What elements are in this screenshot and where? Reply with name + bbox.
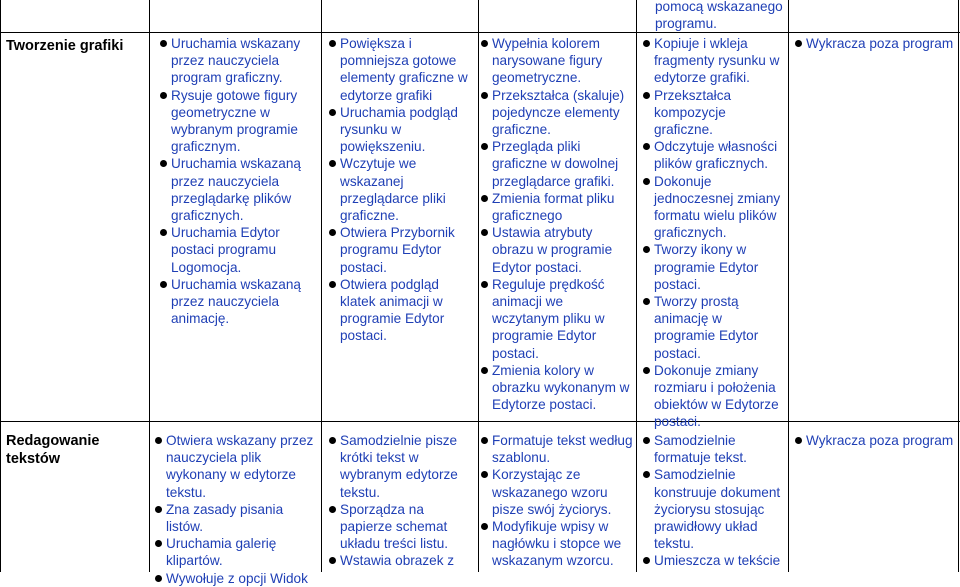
list-item: Zna zasady pisania listów. xyxy=(155,501,319,535)
list-item: Przekształca (skaluje) pojedyncze elementy graficzne. xyxy=(481,87,631,139)
row2-col1-cell xyxy=(155,432,319,587)
bullet-icon xyxy=(160,160,167,167)
list-item: Wczytuje we wskazanej przeglądarce pliki graficzne. xyxy=(329,155,469,224)
table-border-right xyxy=(958,0,959,572)
row2-col3-cell xyxy=(481,432,634,570)
row1-col5-cell xyxy=(795,35,957,52)
list-item: Przegląda pliki graficzne w dowolnej przeglądarce grafiki. xyxy=(481,138,631,190)
bullet-icon xyxy=(329,281,336,288)
row-divider-top xyxy=(0,32,960,33)
row1-col3-cell xyxy=(481,35,631,413)
bullet-icon xyxy=(329,506,336,513)
list-item: Rysuje gotowe figury geometryczne w wybranym programie graficznym. xyxy=(160,87,310,156)
bullet-icon xyxy=(481,143,488,150)
bullet-icon xyxy=(643,92,650,99)
column-divider-5 xyxy=(788,0,789,572)
list-item: Uruchamia wskazany przez nauczyciela program graficzny. xyxy=(160,35,310,87)
list-item: Kopiuje i wkleja fragmenty rysunku w edytorze grafiki. xyxy=(643,35,785,87)
list-item: Reguluje prędkość animacji we wczytanym pliku w programie Edytor postaci. xyxy=(481,276,631,362)
row-label: Tworzenie grafiki xyxy=(6,38,124,54)
bullet-icon xyxy=(160,40,167,47)
fragment-line: pomocą wskazanego xyxy=(655,0,783,14)
table-border-left xyxy=(0,0,1,572)
bullet-icon xyxy=(795,437,802,444)
row2-col4-cell xyxy=(643,432,785,570)
bullet-icon xyxy=(643,298,650,305)
bullet-icon xyxy=(329,557,336,564)
list-item: Formatuje tekst według szablonu. xyxy=(481,432,634,466)
list-item: Modyfikuje wpisy w nagłówku i stopce we wskazanym wzorcu. xyxy=(481,518,634,570)
bullet-icon xyxy=(160,92,167,99)
list-item: Korzystając ze wskazanego wzoru pisze swój życiorys. xyxy=(481,466,634,518)
bullet-icon xyxy=(643,471,650,478)
column-divider-2 xyxy=(321,0,322,572)
column-divider-3 xyxy=(478,0,479,572)
bullet-icon xyxy=(155,437,162,444)
bullet-icon xyxy=(643,40,650,47)
bullet-icon xyxy=(329,109,336,116)
list-item: Sporządza na papierze schemat układu treści listu. xyxy=(329,501,475,553)
list-item: Uruchamia wskazaną przez nauczyciela animację. xyxy=(160,276,310,328)
bullet-icon xyxy=(481,367,488,374)
bullet-icon xyxy=(329,40,336,47)
column-divider-1 xyxy=(149,0,150,572)
list-item: Wywołuje z opcji Widok xyxy=(155,570,319,587)
row2-col2-cell xyxy=(329,432,475,570)
list-item: Uruchamia wskazaną przez nauczyciela przeglądarkę plików graficznych. xyxy=(160,155,310,224)
list-item: Otwiera Przybornik programu Edytor postaci. xyxy=(329,224,469,276)
bullet-icon xyxy=(160,281,167,288)
bullet-icon xyxy=(481,523,488,530)
bullet-icon xyxy=(643,367,650,374)
bullet-icon xyxy=(643,557,650,564)
list-item: Przekształca kompozycje graficzne. xyxy=(643,87,785,139)
bullet-icon xyxy=(329,160,336,167)
list-item: Wstawia obrazek z xyxy=(329,552,475,569)
list-item: Wykracza poza program xyxy=(795,432,957,449)
bullet-icon xyxy=(155,575,162,582)
bullet-icon xyxy=(481,40,488,47)
list-item: Zmienia kolory w obrazku wykonanym w Edytorze postaci. xyxy=(481,362,631,414)
list-item: Wypełnia kolorem narysowane figury geometryczne. xyxy=(481,35,631,87)
bullet-icon xyxy=(481,229,488,236)
bullet-icon xyxy=(160,229,167,236)
list-item: Uruchamia galerię klipartów. xyxy=(155,535,319,569)
bullet-icon xyxy=(643,437,650,444)
row1-col4-cell xyxy=(643,35,785,431)
list-item: Uruchamia Edytor postaci programu Logomocja. xyxy=(160,224,310,276)
bullet-icon xyxy=(329,229,336,236)
list-item: Powiększa i pomniejsza gotowe elementy graficzne w edytorze grafiki xyxy=(329,35,469,104)
bullet-icon xyxy=(795,40,802,47)
bullet-icon xyxy=(481,471,488,478)
list-item: Otwiera wskazany przez nauczyciela plik wykonany w edytorze tekstu. xyxy=(155,432,319,501)
list-item: Ustawia atrybuty obrazu w programie Edytor postaci. xyxy=(481,224,631,276)
list-item: Zmienia format pliku graficznego xyxy=(481,190,631,224)
column-divider-4 xyxy=(636,0,637,572)
list-item: Odczytuje własności plików graficznych. xyxy=(643,138,785,172)
list-item: Tworzy prostą animację w programie Edytor postaci. xyxy=(643,293,785,362)
list-item: Samodzielnie pisze krótki tekst w wybranym edytorze tekstu. xyxy=(329,432,475,501)
bullet-icon xyxy=(155,506,162,513)
bullet-icon xyxy=(329,437,336,444)
row1-col1-cell xyxy=(160,35,310,327)
bullet-icon xyxy=(643,143,650,150)
list-item: Tworzy ikony w programie Edytor postaci. xyxy=(643,241,785,293)
list-item: Otwiera podgląd klatek animacji w programie Edytor postaci. xyxy=(329,276,469,345)
row2-col5-cell xyxy=(795,432,957,449)
list-item: Wykracza poza program xyxy=(795,35,957,52)
list-item: Dokonuje jednoczesnej zmiany formatu wielu plików graficznych. xyxy=(643,173,785,242)
previous-row-fragment xyxy=(643,0,785,32)
list-item: Dokonuje zmiany rozmiaru i położenia obiektów w Edytorze postaci. xyxy=(643,362,785,431)
list-item: Samodzielnie formatuje tekst. xyxy=(643,432,785,466)
bullet-icon xyxy=(481,437,488,444)
bullet-icon xyxy=(643,178,650,185)
bullet-icon xyxy=(155,540,162,547)
row-divider-middle xyxy=(0,421,960,422)
bullet-icon xyxy=(481,281,488,288)
row-label: Redagowanie tekstów xyxy=(6,433,100,467)
bullet-icon xyxy=(481,92,488,99)
bullet-icon xyxy=(643,246,650,253)
list-item: Samodzielnie konstruuje dokument życiorysu stosując prawidłowy układ tekstu. xyxy=(643,466,785,552)
bullet-icon xyxy=(481,195,488,202)
row1-col2-cell xyxy=(329,35,469,345)
list-item: Uruchamia podgląd rysunku w powiększeniu. xyxy=(329,104,469,156)
list-item: Umieszcza w tekście xyxy=(643,552,785,569)
fragment-line: programu. xyxy=(655,16,717,32)
